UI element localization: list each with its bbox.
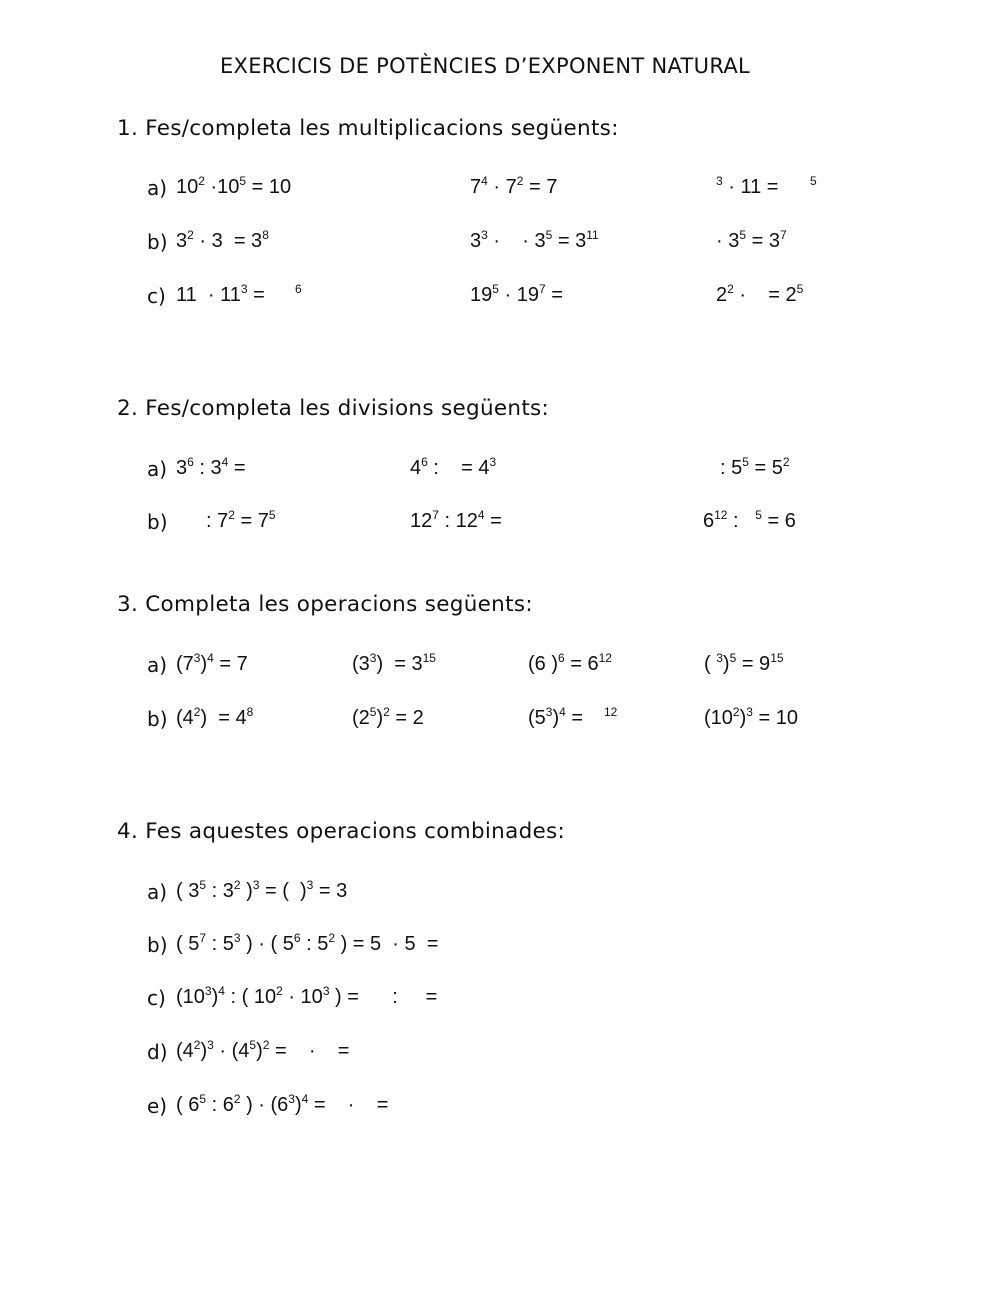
exponent: 6 — [421, 455, 428, 469]
exponent: 2 — [228, 508, 235, 522]
exponent: 2 — [193, 705, 201, 719]
exercise-label: a) — [147, 176, 168, 200]
exercise-label: c) — [147, 284, 166, 308]
exercise-expression: ( $3^5$ : $3^2$ )$^3$ = ( )$^3$ = 3 — [176, 878, 348, 902]
exponent: 2 — [187, 228, 194, 242]
exponent: 5 — [796, 282, 804, 296]
exponent: 2 — [233, 1092, 241, 1106]
exponent: 7 — [538, 282, 546, 296]
exercise-expression: $19^5 \cdot 19^7$ = — [470, 282, 563, 306]
exponent: 6 — [295, 282, 302, 296]
exponent: 2 — [516, 174, 524, 188]
exercise-expression: $(5^3)^4$ = — [528, 705, 589, 729]
exponent: 4 — [207, 651, 214, 665]
exponent: 2 — [233, 878, 241, 892]
exponent: 5 — [492, 282, 499, 296]
exponent: 5 — [369, 705, 377, 719]
exponent: 5 — [729, 651, 737, 665]
exponent: 8 — [246, 705, 254, 719]
exercise-label: b) — [147, 230, 168, 254]
exercise-expression: · $3^5 = 3^7$ — [716, 228, 787, 252]
section-heading: 1. Fes/completa les multiplicacions següents: — [117, 116, 619, 141]
exponent: 2 — [198, 174, 205, 188]
exponent: 5 — [755, 508, 762, 522]
exponent: 3 — [481, 228, 488, 242]
exercise-expression: $(10^3)^4$ : ( $10^2 \cdot 10^3$ ) = : = — [176, 984, 438, 1008]
exercise-label: b) — [147, 933, 168, 957]
exponent: 15 — [422, 651, 436, 665]
exponent: 5 — [249, 1038, 257, 1052]
exercise-expression: $(4^2) = 4^8$ — [176, 705, 254, 729]
exponent: 5 — [199, 1092, 207, 1106]
exercise-expression: $(7^3)^4 = 7$ — [176, 651, 248, 675]
exponent: 2 — [732, 705, 740, 719]
exercise-label: d) — [147, 1040, 168, 1064]
exercise-label: e) — [147, 1094, 168, 1118]
exercise-label: b) — [147, 707, 168, 731]
exponent: 5 — [545, 228, 553, 242]
exercise-expression: ( $^3)^5 = 9^{15}$ — [704, 651, 784, 675]
exponent: 4 — [301, 1092, 309, 1106]
exponent: 3 — [322, 984, 330, 998]
exponent: 7 — [432, 508, 439, 522]
section-heading: 3. Completa les operacions següents: — [117, 592, 533, 617]
exponent: 3 — [716, 174, 723, 188]
exponent: 3 — [369, 651, 377, 665]
exponent: 4 — [221, 455, 229, 469]
exercise-expression: $10^2 \cdot 10^5 = 10$ — [176, 174, 292, 198]
exponent: 3 — [306, 878, 314, 892]
exponent: 12 — [714, 508, 728, 522]
exponent: 2 — [328, 931, 336, 945]
exercise-expression: $(4^2)^3 \cdot (4^5)^2$ = · = — [176, 1038, 350, 1062]
exponent: 6 — [187, 455, 194, 469]
exercise-expression: $11 \cdot 11^3$ = — [176, 282, 271, 306]
exponent: 3 — [746, 705, 753, 719]
exponent: 4 — [481, 174, 488, 188]
exercise-expression: ( $5^7$ : $5^3$ ) · ( $5^6$ : $5^2$ ) = 5 · 5 = — [176, 931, 439, 955]
exercise-expression: $6^{12}$ : $^5$ = 6 — [703, 508, 796, 532]
exponent: 2 — [727, 282, 734, 296]
exercise-label: b) — [147, 510, 168, 534]
exponent: 3 — [204, 984, 212, 998]
exponent: 15 — [770, 651, 784, 665]
exponent: 4 — [477, 508, 485, 522]
exponent: 11 — [586, 228, 599, 242]
exponent: 2 — [276, 984, 283, 998]
exercise-expression: $(10^2)^3 = 10$ — [704, 705, 798, 729]
exercise-expression: $(2^5)^2 = 2$ — [352, 705, 424, 729]
exponent: 3 — [240, 282, 248, 296]
section-heading: 2. Fes/completa les divisions següents: — [117, 396, 550, 421]
exponent: 5 — [739, 228, 747, 242]
exercise-expression: $3^3$ · · $3^5 = 3^{11}$ — [470, 228, 599, 252]
exercise-expression: $7^4 \cdot 7^2 = 7$ — [470, 174, 558, 198]
exponent: 3 — [489, 455, 497, 469]
exercise-label: a) — [147, 880, 168, 904]
exponent: 2 — [782, 455, 790, 469]
exponent: 3 — [252, 878, 260, 892]
exponent: 3 — [207, 1038, 214, 1052]
exponent: 12 — [604, 705, 618, 719]
exercise-expression: $(3^3) = 3^{15}$ — [352, 651, 436, 675]
exponent: 8 — [262, 228, 269, 242]
exponent: 2 — [193, 1038, 201, 1052]
exercise-expression: ( $6^5$ : $6^2$ ) · $(6^3)^4$ = · = — [176, 1092, 389, 1116]
exponent: 3 — [233, 931, 241, 945]
exponent: 3 — [716, 651, 723, 665]
exponent: 2 — [262, 1038, 270, 1052]
exercise-expression: $3^6$ : $3^4$ = — [176, 455, 246, 479]
exponent: 7 — [199, 931, 207, 945]
exponent: 5 — [810, 174, 817, 188]
exponent: 5 — [199, 878, 207, 892]
exponent: 4 — [218, 984, 225, 998]
exercise-label: c) — [147, 986, 166, 1010]
exercise-label: a) — [147, 653, 168, 677]
exponent: 2 — [383, 705, 390, 719]
exponent: 6 — [558, 651, 565, 665]
exercise-expression: $^3$ · 11 = — [716, 174, 785, 198]
exercise-expression: (6 )$^6 = 6^{12}$ — [528, 651, 612, 675]
exponent: 4 — [559, 705, 566, 719]
exponent: 12 — [598, 651, 612, 665]
section-heading: 4. Fes aquestes operacions combinades: — [117, 819, 566, 844]
exercise-label: a) — [147, 457, 168, 481]
exponent: 6 — [293, 931, 301, 945]
exercise-expression: : $7^2 = 7^5$ — [206, 508, 276, 532]
exercise-expression: $3^2 \cdot 3 = 3^8$ — [176, 228, 269, 252]
exponent: 5 — [742, 455, 749, 469]
exercise-expression: $2^2$ · = $2^5$ — [716, 282, 804, 306]
exercise-expression: : $5^5 = 5^2$ — [720, 455, 790, 479]
worksheet-title: EXERCICIS DE POTÈNCIES D’EXPONENT NATURAL — [219, 54, 751, 78]
exercise-expression: $12^7$ : $12^4$ = — [410, 508, 502, 532]
exponent: 5 — [239, 174, 247, 188]
exponent: 3 — [193, 651, 201, 665]
exponent: 5 — [268, 508, 276, 522]
exponent: 3 — [545, 705, 553, 719]
exponent: 3 — [288, 1092, 295, 1106]
exercise-expression: $4^6$ : = $4^3$ — [410, 455, 497, 479]
exponent: 7 — [779, 228, 787, 242]
